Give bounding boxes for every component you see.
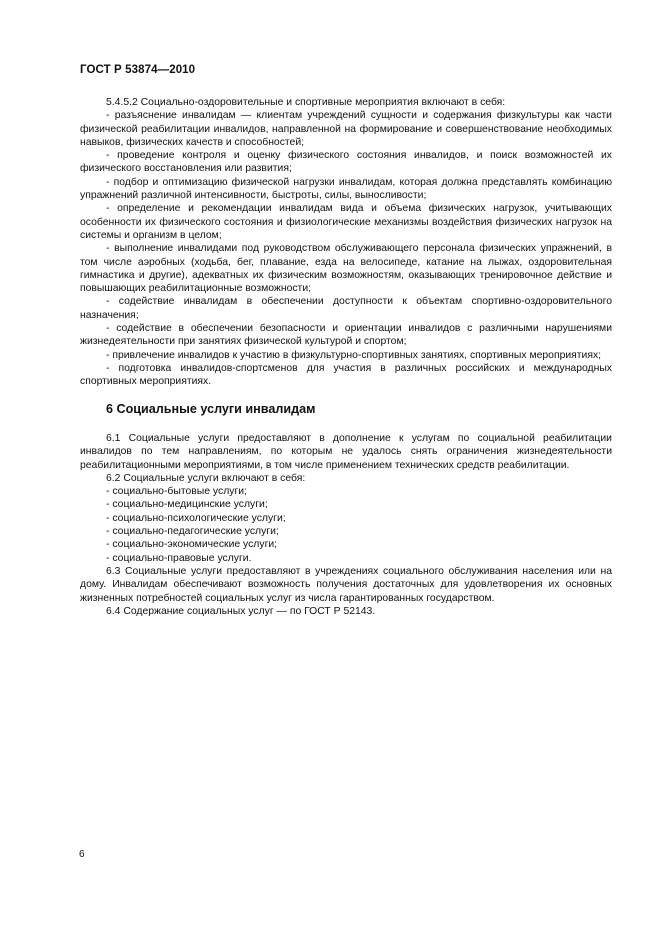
list-item: - социально-медицинские услуги; [106, 499, 268, 511]
list-item: - подготовка инвалидов-спортсменов для участия в различных российских и международных спортивных мероприятиях. [80, 362, 612, 388]
paragraph-6-1: 6.1 Социальные услуги предоставляют в дополнение к услугам по социальной реабилитации инвалидов по тем направлениям, по которым не удалось снять ограничения жизнедеятельности реабилитационными мероприятиями, в том числе применением технических средств реабилитации. [80, 433, 612, 471]
list-item: - социально-экономические услуги; [106, 539, 278, 551]
list-item: - социально-правовые услуги. [106, 552, 252, 564]
list-item: - проведение контроля и оценку физического состояния инвалидов, и поиск возможностей их физического восстановления или развития; [80, 150, 612, 175]
list-item: - социально-психологические услуги; [106, 512, 286, 524]
section-6-body [80, 432, 612, 618]
section-6-heading: 6 Социальные услуги инвалидам [106, 402, 316, 416]
list-item: - привлечение инвалидов к участию в физкультурно-спортивных занятиях, спортивных мероприятиях; [106, 349, 602, 361]
paragraph-6-4: 6.4 Содержание социальных услуг — по ГОСТ Р 52143. [106, 605, 376, 617]
paragraph-6-3: 6.3 Социальные услуги предоставляют в учреждениях социального обслуживания населения или на дому. Инвалидам обеспечивают возможность получения достаточных для удовлетворения их основных жизненных потребностей социальных услуг из числа гарантированных государством. [80, 565, 612, 604]
list-item: - социально-бытовые услуги; [106, 486, 247, 498]
list-item: - социально-педагогические услуги; [106, 526, 279, 538]
paragraph-5-4-5-2: 5.4.5.2 Социально-оздоровительные и спортивные мероприятия включают в себя: [106, 97, 506, 108]
list-item: - разъяснение инвалидам — клиентам учреждений сущности и содержания физкультуры как части физической реабилитации инвалидов, направленной на формирование и совершенствование необходимых навыков, физических качеств и способностей; [80, 110, 612, 148]
list-item: - подбор и оптимизацию физической нагрузки инвалидам, которая должна представлять комбинацию упражнений различной интенсивности, быстроты, силы, выносливости; [80, 176, 612, 202]
list-item: - определение и рекомендации инвалидам вида и объема физических нагрузок, учитывающих особенности их физического состояния и физиологические механизмы воздействия физических нагрузок на системы и организм в целом; [80, 203, 612, 241]
list-item: - выполнение инвалидами под руководством обслуживающего персонала физических упражнений, в том числе аэробных (ходьба, бег, плавание, езда на велосипеде, катание на лыжах, оздоровительная гимнастика и другие), адекватных их физическим возможностям, оказывающих тренировочное действие и повышающих реабилитационные возможности; [80, 243, 612, 295]
list-item: - содействие в обеспечении безопасности и ориентации инвалидов с различными нарушениями жизнедеятельности при занятиях физической культурой и спортом; [80, 323, 612, 348]
paragraph-6-2: 6.2 Социальные услуги включают в себя: [106, 472, 306, 484]
document-header: ГОСТ Р 53874—2010 [80, 64, 196, 76]
page-number: 6 [79, 849, 85, 860]
section-5-4-5-2 [80, 96, 612, 389]
list-item: - содействие инвалидам в обеспечении доступности к объектам спортивно-оздоровительного назначения; [80, 296, 612, 321]
